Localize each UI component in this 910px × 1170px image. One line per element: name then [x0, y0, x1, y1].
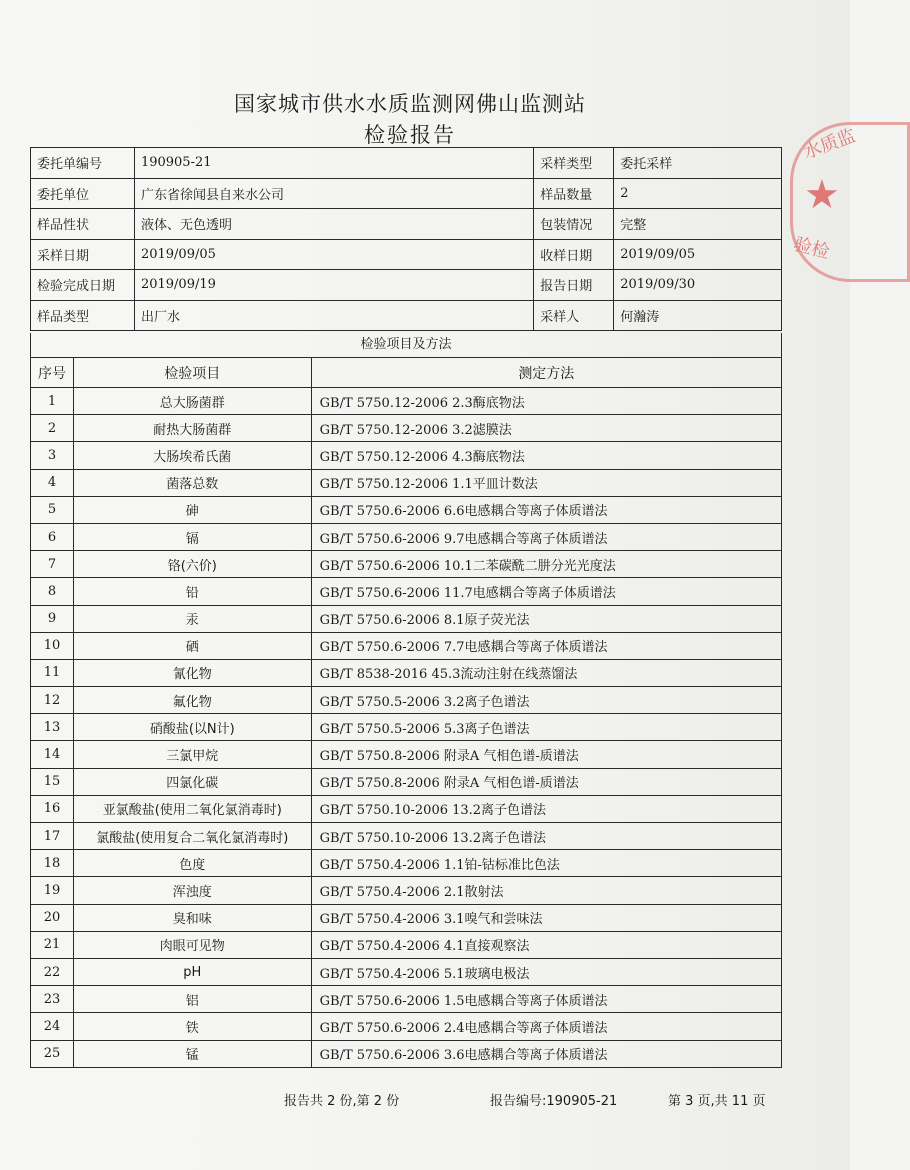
item-method: GB/T 5750.10-2006 13.2离子色谱法 — [311, 795, 781, 822]
table-row — [31, 659, 782, 686]
item-number: 10 — [31, 632, 74, 659]
item-name: 铝 — [73, 986, 311, 1013]
seal-text-top: 水质监 — [800, 125, 859, 164]
item-name: 总大肠菌群 — [73, 388, 311, 415]
info-row — [31, 239, 782, 270]
info-label: 收样日期 — [534, 239, 614, 270]
item-name: 肉眼可见物 — [73, 931, 311, 958]
item-number: 21 — [31, 931, 74, 958]
item-number: 6 — [31, 523, 74, 550]
table-row — [31, 605, 782, 632]
info-label: 样品类型 — [31, 300, 135, 331]
info-value: 出厂水 — [134, 300, 533, 331]
table-row — [31, 823, 782, 850]
item-number: 3 — [31, 442, 74, 469]
table-row — [31, 714, 782, 741]
info-value: 广东省徐闻县自来水公司 — [134, 178, 533, 209]
item-number: 15 — [31, 768, 74, 795]
table-row — [31, 877, 782, 904]
item-number: 8 — [31, 578, 74, 605]
item-number: 13 — [31, 714, 74, 741]
item-name: 菌落总数 — [73, 469, 311, 496]
item-name: 镉 — [73, 523, 311, 550]
table-row — [31, 551, 782, 578]
table-row — [31, 578, 782, 605]
footer-page-number: 第 3 页,共 11 页 — [668, 1094, 766, 1109]
header-no: 序号 — [31, 358, 74, 388]
item-number: 20 — [31, 904, 74, 931]
item-name: 硝酸盐(以N计) — [73, 714, 311, 741]
item-number: 7 — [31, 551, 74, 578]
info-value: 2 — [614, 178, 782, 209]
footer-copies: 报告共 2 份,第 2 份 — [284, 1094, 400, 1109]
item-method: GB/T 5750.6-2006 2.4电感耦合等离子体质谱法 — [311, 1013, 781, 1040]
item-method: GB/T 5750.8-2006 附录A 气相色谱-质谱法 — [311, 768, 781, 795]
item-method: GB/T 5750.12-2006 1.1平皿计数法 — [311, 469, 781, 496]
table-row — [31, 415, 782, 442]
item-number: 11 — [31, 659, 74, 686]
info-row — [31, 209, 782, 240]
table-row — [31, 986, 782, 1013]
item-method: GB/T 5750.12-2006 4.3酶底物法 — [311, 442, 781, 469]
section-caption: 检验项目及方法 — [30, 333, 782, 357]
header-method: 测定方法 — [311, 358, 781, 388]
info-row — [31, 270, 782, 301]
item-name: 臭和味 — [73, 904, 311, 931]
info-value: 190905-21 — [134, 148, 533, 179]
table-row — [31, 496, 782, 523]
info-label: 样品数量 — [534, 178, 614, 209]
info-row — [31, 148, 782, 179]
seal-text-bottom: 验检 — [791, 233, 832, 264]
item-name: 浑浊度 — [73, 877, 311, 904]
table-row — [31, 850, 782, 877]
table-row — [31, 442, 782, 469]
item-number: 2 — [31, 415, 74, 442]
item-name: 硒 — [73, 632, 311, 659]
table-header-row — [31, 358, 782, 388]
info-value: 2019/09/05 — [614, 239, 782, 270]
item-name: 三氯甲烷 — [73, 741, 311, 768]
table-row — [31, 687, 782, 714]
item-name: 铅 — [73, 578, 311, 605]
item-method: GB/T 5750.12-2006 2.3酶底物法 — [311, 388, 781, 415]
info-value: 2019/09/19 — [134, 270, 533, 301]
info-label: 委托单编号 — [31, 148, 135, 179]
item-method: GB/T 5750.6-2006 10.1二苯碳酰二肼分光光度法 — [311, 551, 781, 578]
report-subtitle: 检验报告 — [364, 123, 456, 147]
info-row — [31, 300, 782, 331]
item-name: 铬(六价) — [73, 551, 311, 578]
item-method: GB/T 5750.4-2006 3.1嗅气和尝味法 — [311, 904, 781, 931]
item-name: pH — [73, 958, 311, 985]
item-number: 18 — [31, 850, 74, 877]
header-item: 检验项目 — [73, 358, 311, 388]
item-number: 17 — [31, 823, 74, 850]
item-number: 14 — [31, 741, 74, 768]
info-row — [31, 178, 782, 209]
report-title: 国家城市供水水质监测网佛山监测站 — [234, 92, 586, 116]
table-row — [31, 523, 782, 550]
info-label: 采样类型 — [534, 148, 614, 179]
item-number: 25 — [31, 1040, 74, 1067]
item-name: 铁 — [73, 1013, 311, 1040]
item-name: 锰 — [73, 1040, 311, 1067]
item-number: 24 — [31, 1013, 74, 1040]
info-value: 2019/09/30 — [614, 270, 782, 301]
item-number: 4 — [31, 469, 74, 496]
table-row — [31, 931, 782, 958]
info-label: 采样人 — [534, 300, 614, 331]
table-row — [31, 768, 782, 795]
item-number: 22 — [31, 958, 74, 985]
table-row — [31, 1013, 782, 1040]
item-method: GB/T 5750.4-2006 4.1直接观察法 — [311, 931, 781, 958]
info-value: 完整 — [614, 209, 782, 240]
info-value: 液体、无色透明 — [134, 209, 533, 240]
item-method: GB/T 5750.6-2006 6.6电感耦合等离子体质谱法 — [311, 496, 781, 523]
item-name: 色度 — [73, 850, 311, 877]
table-row — [31, 1040, 782, 1067]
table-row — [31, 741, 782, 768]
item-number: 16 — [31, 795, 74, 822]
item-number: 23 — [31, 986, 74, 1013]
item-number: 1 — [31, 388, 74, 415]
item-name: 耐热大肠菌群 — [73, 415, 311, 442]
info-label: 委托单位 — [31, 178, 135, 209]
seal-star-icon: ★ — [804, 172, 840, 218]
item-method: GB/T 5750.6-2006 11.7电感耦合等离子体质谱法 — [311, 578, 781, 605]
item-method: GB/T 5750.4-2006 1.1铂-钴标准比色法 — [311, 850, 781, 877]
item-method: GB/T 5750.6-2006 7.7电感耦合等离子体质谱法 — [311, 632, 781, 659]
item-number: 12 — [31, 687, 74, 714]
item-name: 氰化物 — [73, 659, 311, 686]
table-row — [31, 388, 782, 415]
item-number: 5 — [31, 496, 74, 523]
info-value: 委托采样 — [614, 148, 782, 179]
info-label: 包装情况 — [534, 209, 614, 240]
item-method: GB/T 8538-2016 45.3流动注射在线蒸馏法 — [311, 659, 781, 686]
item-method: GB/T 5750.10-2006 13.2离子色谱法 — [311, 823, 781, 850]
official-seal-stamp — [790, 122, 860, 282]
item-method: GB/T 5750.6-2006 1.5电感耦合等离子体质谱法 — [311, 986, 781, 1013]
item-method: GB/T 5750.6-2006 3.6电感耦合等离子体质谱法 — [311, 1040, 781, 1067]
item-method: GB/T 5750.8-2006 附录A 气相色谱-质谱法 — [311, 741, 781, 768]
item-name: 砷 — [73, 496, 311, 523]
item-name: 大肠埃希氏菌 — [73, 442, 311, 469]
item-number: 9 — [31, 605, 74, 632]
info-label: 检验完成日期 — [31, 270, 135, 301]
item-method: GB/T 5750.5-2006 3.2离子色谱法 — [311, 687, 781, 714]
item-name: 亚氯酸盐(使用二氧化氯消毒时) — [73, 795, 311, 822]
item-method: GB/T 5750.5-2006 5.3离子色谱法 — [311, 714, 781, 741]
item-method: GB/T 5750.12-2006 3.2滤膜法 — [311, 415, 781, 442]
info-value: 何瀚涛 — [614, 300, 782, 331]
table-row — [31, 958, 782, 985]
test-items-table — [30, 357, 782, 1068]
item-number: 19 — [31, 877, 74, 904]
table-row — [31, 795, 782, 822]
item-method: GB/T 5750.4-2006 2.1散射法 — [311, 877, 781, 904]
info-label: 采样日期 — [31, 239, 135, 270]
table-row — [31, 632, 782, 659]
item-name: 汞 — [73, 605, 311, 632]
info-label: 报告日期 — [534, 270, 614, 301]
table-row — [31, 904, 782, 931]
item-name: 氯酸盐(使用复合二氧化氯消毒时) — [73, 823, 311, 850]
item-method: GB/T 5750.6-2006 8.1原子荧光法 — [311, 605, 781, 632]
sample-info-table — [30, 147, 782, 331]
item-name: 氟化物 — [73, 687, 311, 714]
table-row — [31, 469, 782, 496]
item-name: 四氯化碳 — [73, 768, 311, 795]
info-value: 2019/09/05 — [134, 239, 533, 270]
item-method: GB/T 5750.4-2006 5.1玻璃电极法 — [311, 958, 781, 985]
info-label: 样品性状 — [31, 209, 135, 240]
footer-report-number: 报告编号:190905-21 — [490, 1094, 618, 1109]
item-method: GB/T 5750.6-2006 9.7电感耦合等离子体质谱法 — [311, 523, 781, 550]
